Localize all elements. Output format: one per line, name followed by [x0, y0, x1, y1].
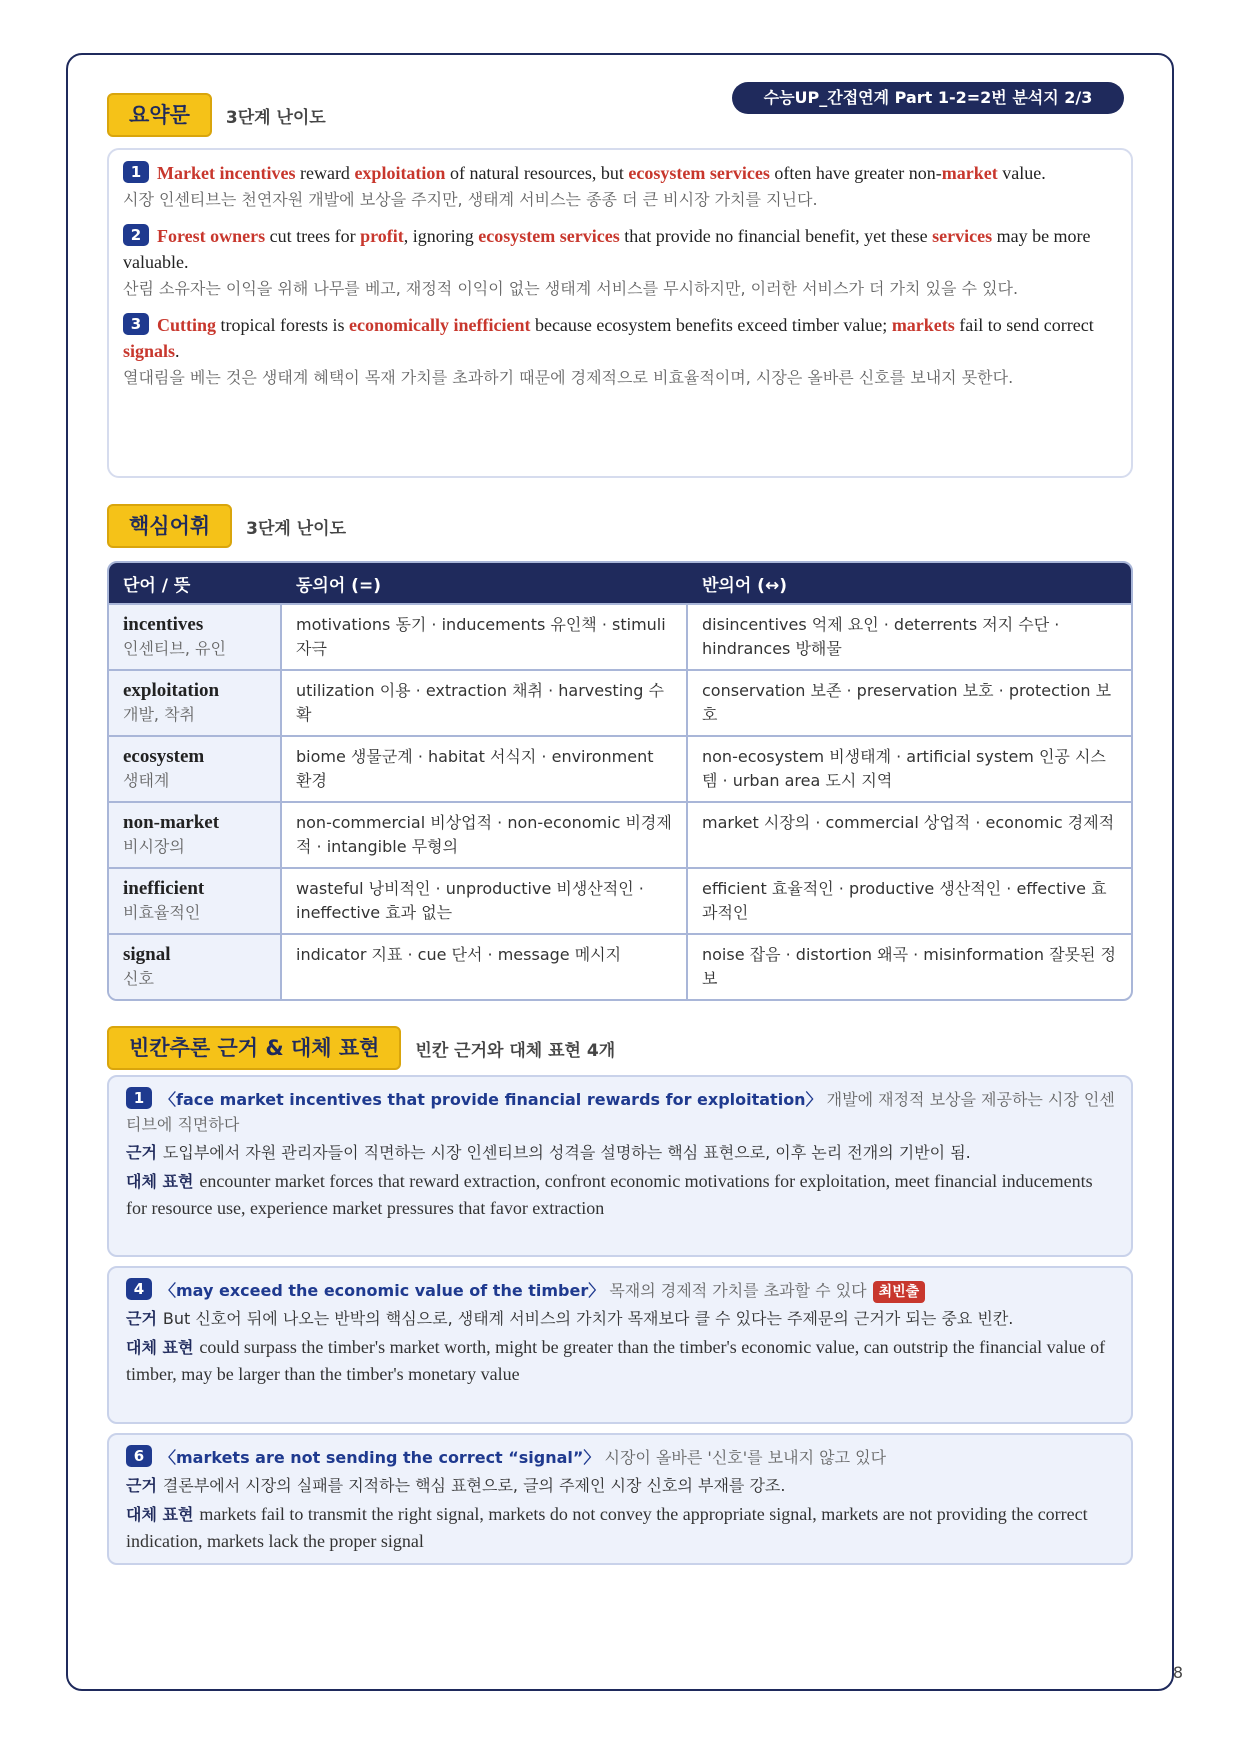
- table-row: [109, 669, 1131, 735]
- blank-number: 4: [126, 1278, 152, 1300]
- vocab-header: [107, 504, 346, 548]
- alt-text: encounter market forces that reward extraction, confront economic motivations for exploitation, meet financial inducements for resource use, experience market pressures that favor extraction: [126, 1171, 1093, 1218]
- vocab-word: inefficient: [123, 878, 205, 899]
- vocab-word: exploitation: [123, 680, 220, 701]
- vocab-synonyms: motivations 동기 · inducements 유인책 · stimuli 자극: [282, 605, 688, 669]
- blanks-subtitle: 빈칸 근거와 대체 표현 4개: [415, 1040, 616, 1061]
- blank-title: [126, 1445, 1115, 1470]
- blank-translation: 시장이 올바른 '신호'를 보내지 않고 있다: [599, 1448, 887, 1467]
- summary-english: [123, 223, 1117, 275]
- vocab-synonyms: wasteful 낭비적인 · unproductive 비생산적인 · ineffective 효과 없는: [282, 869, 688, 933]
- summary-number: 2: [123, 224, 149, 246]
- blank-card: [107, 1075, 1133, 1257]
- reason-label: 근거: [126, 1143, 157, 1162]
- blank-number: 6: [126, 1445, 152, 1467]
- vocab-antonyms: disincentives 억제 요인 · deterrents 저지 수단 · hindrances 방해물: [702, 615, 1060, 658]
- summary-korean: 산림 소유자는 이익을 위해 나무를 베고, 재정적 이익이 없는 생태계 서비스를 무시하지만, 이러한 서비스가 더 가치 있을 수 있다.: [123, 279, 1019, 298]
- summary-tag: 요약문: [107, 93, 212, 137]
- blank-alternatives: [126, 1168, 1115, 1222]
- alt-text: markets fail to transmit the right signal, markets do not convey the appropriate signal, markets are not providing the correct indication, markets lack the proper signal: [126, 1504, 1088, 1551]
- blank-card: [107, 1266, 1133, 1424]
- summary-box: [107, 148, 1133, 478]
- table-row: [109, 801, 1131, 867]
- table-row: [109, 735, 1131, 801]
- blank-card: [107, 1433, 1133, 1565]
- col-header-synonym: 동의어 (=): [296, 575, 381, 596]
- page-number: 8: [1172, 1663, 1183, 1682]
- blank-reason: [126, 1472, 1115, 1499]
- vocab-meaning: 개발, 착취: [123, 705, 195, 724]
- blank-translation: 목재의 경제적 가치를 초과할 수 있다: [604, 1281, 867, 1300]
- summary-number: 3: [123, 313, 149, 335]
- blanks-tag: 빈칸추론 근거 & 대체 표현: [107, 1026, 401, 1070]
- summary-item: [123, 223, 1117, 301]
- reason-label: 근거: [126, 1476, 157, 1495]
- vocab-synonyms: biome 생물군계 · habitat 서식지 · environment 환경: [282, 737, 688, 801]
- blank-reason: [126, 1305, 1115, 1332]
- blank-number: 1: [126, 1087, 152, 1109]
- blank-title: [126, 1278, 1115, 1303]
- col-header-antonym: 반의어 (↔): [702, 575, 787, 596]
- summary-text: Cutting tropical forests is economically inefficient because ecosystem benefits exceed timber value; markets fail to send correct signals.: [123, 315, 1094, 361]
- blank-phrase: 〈face market incentives that provide financial rewards for exploitation〉: [160, 1090, 822, 1109]
- vocab-meaning: 비효율적인: [123, 903, 201, 922]
- header-badge: 수능UP_간접연계 Part 1-2=2번 분석지 2/3: [732, 82, 1124, 114]
- blank-alternatives: [126, 1501, 1115, 1555]
- vocab-antonyms: conservation 보존 · preservation 보호 · protection 보호: [702, 681, 1112, 724]
- blank-title: [126, 1087, 1115, 1137]
- alt-label: 대체 표현: [126, 1338, 194, 1357]
- summary-number: 1: [123, 161, 149, 183]
- vocab-antonyms: non-ecosystem 비생태계 · artificial system 인공 시스템 · urban area 도시 지역: [702, 747, 1106, 790]
- blank-translation: 개발에 재정적 보상을 제공하는 시장 인센티브에 직면하다: [126, 1090, 1115, 1134]
- summary-item: [123, 312, 1117, 390]
- summary-english: [123, 312, 1117, 364]
- reason-label: 근거: [126, 1309, 157, 1328]
- table-row: [109, 603, 1131, 669]
- vocab-word: ecosystem: [123, 746, 205, 767]
- vocab-antonyms: noise 잡음 · distortion 왜곡 · misinformation 잘못된 정보: [702, 945, 1116, 988]
- vocab-table-header: [109, 563, 1131, 603]
- vocab-meaning: 신호: [123, 969, 154, 988]
- vocab-table: [107, 561, 1133, 1001]
- vocab-meaning: 인센티브, 유인: [123, 639, 226, 658]
- frequency-badge: 최빈출: [873, 1281, 926, 1303]
- reason-text: 도입부에서 자원 관리자들이 직면하는 시장 인센티브의 성격을 설명하는 핵심 표현으로, 이후 논리 전개의 기반이 됨.: [162, 1143, 971, 1162]
- vocab-level: 3단계 난이도: [246, 518, 347, 539]
- summary-english: [123, 160, 1117, 186]
- summary-text: Forest owners cut trees for profit, ignoring ecosystem services that provide no financial benefit, yet these services may be more valuable.: [123, 226, 1091, 272]
- vocab-synonyms: utilization 이용 · extraction 채취 · harvesting 수확: [282, 671, 688, 735]
- summary-korean: 시장 인센티브는 천연자원 개발에 보상을 주지만, 생태계 서비스는 종종 더 큰 비시장 가치를 지닌다.: [123, 190, 818, 209]
- alt-label: 대체 표현: [126, 1172, 194, 1191]
- summary-item: [123, 160, 1117, 212]
- vocab-antonyms: efficient 효율적인 · productive 생산적인 · effective 효과적인: [702, 879, 1107, 922]
- vocab-meaning: 생태계: [123, 771, 170, 790]
- summary-korean: 열대림을 베는 것은 생태계 혜택이 목재 가치를 초과하기 때문에 경제적으로 비효율적이며, 시장은 올바른 신호를 보내지 못한다.: [123, 368, 1014, 387]
- reason-text: 결론부에서 시장의 실패를 지적하는 핵심 표현으로, 글의 주제인 시장 신호의 부재를 강조.: [162, 1476, 786, 1495]
- blank-phrase: 〈markets are not sending the correct “signal”〉: [160, 1448, 600, 1467]
- table-row: [109, 933, 1131, 999]
- vocab-tag: 핵심어휘: [107, 504, 232, 548]
- blanks-header: [107, 1026, 615, 1070]
- vocab-word: non-market: [123, 812, 220, 833]
- table-row: [109, 867, 1131, 933]
- blank-alternatives: [126, 1334, 1115, 1388]
- reason-text: But 신호어 뒤에 나오는 반박의 핵심으로, 생태계 서비스의 가치가 목재보다 클 수 있다는 주제문의 근거가 되는 중요 빈칸.: [162, 1309, 1014, 1328]
- vocab-meaning: 비시장의: [123, 837, 185, 856]
- blank-reason: [126, 1139, 1115, 1166]
- summary-text: Market incentives reward exploitation of natural resources, but ecosystem services often have greater non-market value.: [157, 163, 1046, 183]
- col-header-word: 단어 / 뜻: [123, 575, 191, 596]
- vocab-synonyms: indicator 지표 · cue 단서 · message 메시지: [282, 935, 688, 999]
- alt-text: could surpass the timber's market worth, might be greater than the timber's economic value, can outstrip the financial value of timber, may be larger than the timber's monetary value: [126, 1337, 1106, 1384]
- summary-level: 3단계 난이도: [225, 107, 326, 128]
- vocab-antonyms: market 시장의 · commercial 상업적 · economic 경제적: [702, 813, 1115, 832]
- vocab-word: incentives: [123, 614, 204, 635]
- vocab-word: signal: [123, 944, 171, 965]
- alt-label: 대체 표현: [126, 1505, 194, 1524]
- vocab-synonyms: non-commercial 비상업적 · non-economic 비경제적 · intangible 무형의: [282, 803, 688, 867]
- summary-header: [107, 93, 326, 137]
- blank-phrase: 〈may exceed the economic value of the timber〉: [160, 1281, 605, 1300]
